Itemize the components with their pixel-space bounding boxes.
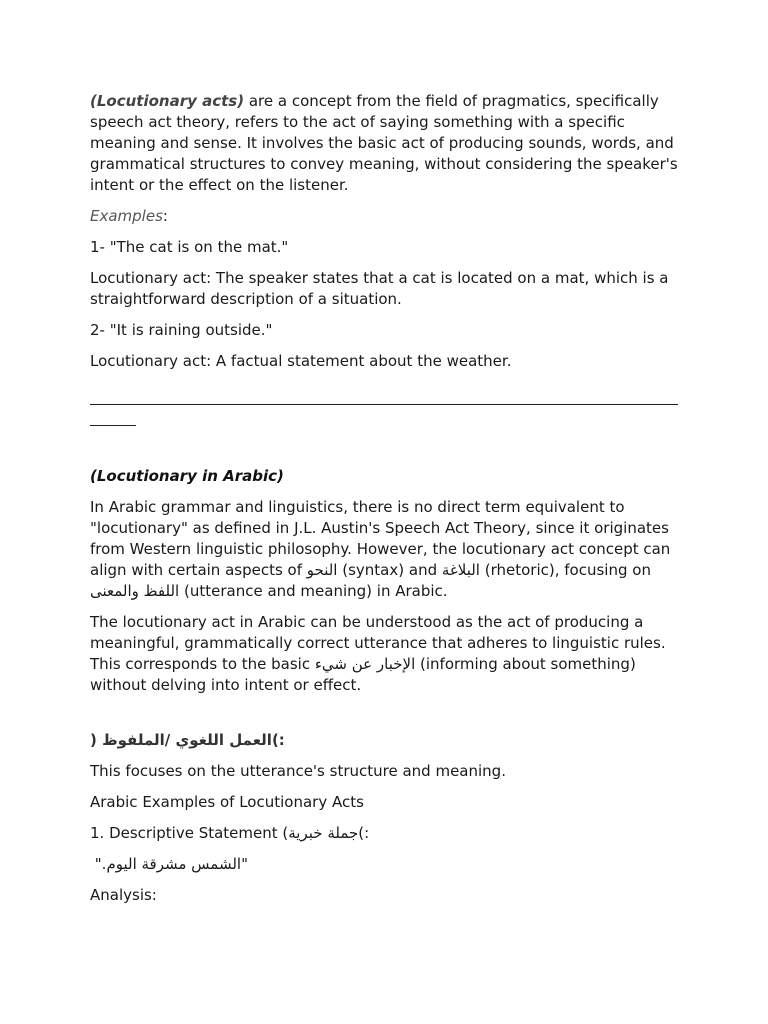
arabic-example-sentence (90, 854, 678, 875)
heading-close: (: (271, 731, 285, 749)
example-1: 1- "The cat is on the mat." (90, 238, 289, 256)
arabic-paragraph-1 (90, 497, 678, 602)
text-run: (informing about something) without delving into intent or effect. (90, 655, 636, 694)
text-run: The locutionary act in Arabic can be understood as the act of producing a meaningful, grammatically correct utterance that adheres to linguistic rules. This corresponds to the basic (90, 613, 666, 673)
arabic-heading-text: العمل اللغوي /الملفوظ (102, 731, 272, 749)
arabic-term-balagha: البلاغة (441, 561, 480, 579)
intro-text: are a concept from the field of pragmatics, specifically speech act theory, refers to the act of saying something with a specific meaning and sense. It involves the basic act of producing sounds, words, and grammatical structures to convey meaning, without considering the speaker's intent or the effect on the listener. (90, 92, 678, 194)
rule-line-continuation (90, 425, 136, 426)
text-run: (: (358, 824, 370, 842)
arabic-examples-title: Arabic Examples of Locutionary Acts (90, 793, 364, 811)
intro-paragraph (90, 91, 678, 196)
examples-colon: : (162, 207, 168, 225)
section-title-arabic: (Locutionary in Arabic) (90, 467, 284, 485)
text-run: 1. Descriptive Statement ( (90, 824, 289, 842)
example-2-analysis: Locutionary act: A factual statement about the weather. (90, 352, 512, 370)
text-run: (rhetoric), focusing on (479, 561, 651, 579)
example-2: 2- "It is raining outside." (90, 321, 273, 339)
analysis-label: Analysis: (90, 886, 157, 904)
arabic-term-ikhbar: الإخبار عن شيء (314, 655, 416, 673)
text-run: In Arabic grammar and linguistics, there is no direct term equivalent to "locutionary" as defined in J.L. Austin's Speech Act Theory, since it originates from Western linguistic philosophy. However, the locutionary act concept can align with certain aspects of (90, 498, 671, 579)
rule-line (90, 404, 678, 405)
arabic-heading (90, 730, 678, 751)
locutionary-acts-term: (Locutionary acts) (90, 92, 245, 110)
examples-label: Examples (90, 207, 163, 225)
quote-close: " (241, 855, 249, 873)
text-run: (syntax) and (337, 561, 442, 579)
arabic-sentence: الشمس مشرقة اليوم. (101, 855, 242, 873)
arabic-paragraph-2 (90, 612, 678, 696)
arabic-term-lafz: اللفظ والمعنى (90, 582, 180, 600)
focus-statement: This focuses on the utterance's structure and meaning. (90, 762, 506, 780)
text-run: (utterance and meaning) in Arabic. (179, 582, 448, 600)
example-1-analysis: Locutionary act: The speaker states that a cat is located on a mat, which is a straightforward description of a situation. (90, 269, 669, 308)
quote-open: " (90, 855, 102, 873)
arabic-term-jumla-khabariya: جملة خبرية (288, 824, 359, 842)
heading-open-paren: ) (90, 731, 103, 749)
examples-heading (90, 206, 678, 227)
list-item-descriptive-statement (90, 823, 678, 844)
horizontal-rule (90, 386, 678, 428)
arabic-term-nahw: النحو (306, 561, 338, 579)
